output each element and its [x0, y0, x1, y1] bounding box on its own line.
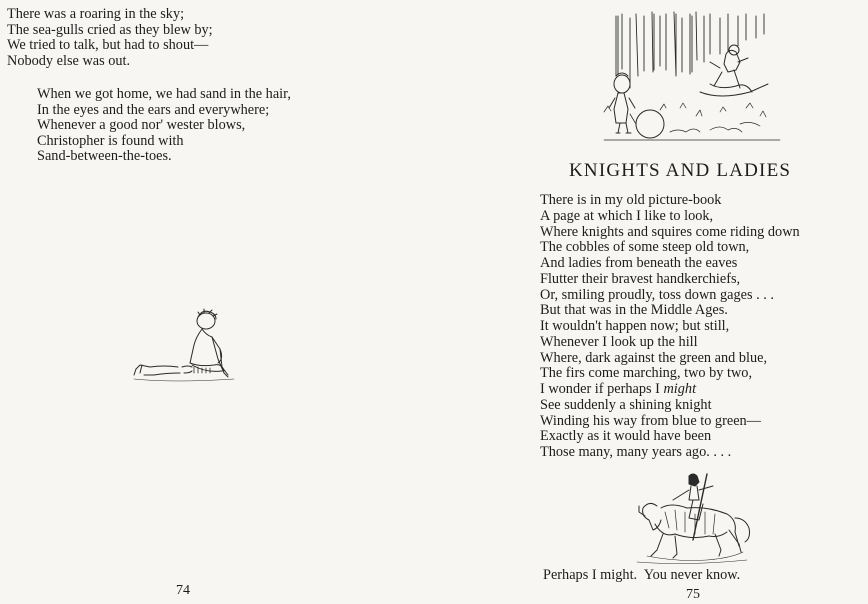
- verse-line-italic: [540, 382, 800, 398]
- verse-line: Exactly as it would have been: [540, 428, 712, 445]
- left-page: [0, 0, 430, 604]
- verse-line: Those many, many years ago. . . .: [540, 444, 732, 460]
- poem-verse: [540, 193, 800, 461]
- verse-line: Sand-between-the-toes.: [37, 148, 172, 165]
- verse-line: Whenever I look up the hill: [540, 333, 698, 350]
- verse-line: Christopher is found with: [37, 132, 184, 149]
- verse-line: The sea-gulls cried as they blew by;: [7, 21, 213, 38]
- page-number: 74: [176, 583, 190, 598]
- verse-line: Flutter their bravest handkerchiefs,: [540, 270, 741, 287]
- verse-line: Where knights and squires come riding down: [540, 223, 800, 240]
- verse-line: The firs come marching, two by two,: [540, 365, 753, 382]
- verse-line: Whenever a good nor' wester blows,: [37, 117, 246, 134]
- verse-line-text: I wonder if perhaps I: [540, 381, 664, 397]
- page-number: 75: [686, 587, 700, 602]
- verse-line: There is in my old picture-book: [540, 192, 722, 208]
- verse-line: When we got home, we had sand in the hair,: [37, 86, 291, 102]
- verse-line: See suddenly a shining knight: [540, 396, 712, 413]
- verse-line: Winding his way from blue to green—: [540, 412, 761, 429]
- verse-line: Where, dark against the green and blue,: [540, 349, 768, 366]
- verse-line: Nobody else was out.: [7, 52, 131, 69]
- verse-line: It wouldn't happen now; but still,: [540, 318, 730, 334]
- right-page: [430, 0, 868, 604]
- stanza-2: [37, 87, 291, 165]
- verse-line: A page at which I like to look,: [540, 207, 714, 224]
- closing-line: Perhaps I might. You never know.: [543, 567, 741, 583]
- verse-line: We tried to talk, but had to shout—: [7, 37, 209, 54]
- boy-with-hoop-in-forest-icon: [600, 12, 780, 142]
- verse-line: In the eyes and the ears and everywhere;: [37, 101, 270, 118]
- boy-sitting-stretching-icon: [132, 305, 240, 385]
- stanza-1: [7, 7, 213, 69]
- verse-line: But that was in the Middle Ages.: [540, 302, 728, 319]
- verse-line: Or, smiling proudly, toss down gages . . .: [540, 286, 774, 303]
- italic-word: might: [663, 381, 697, 397]
- verse-line: There was a roaring in the sky;: [7, 6, 185, 22]
- verse-line: And ladies from beneath the eaves: [540, 255, 738, 271]
- poem-title: KNIGHTS AND LADIES: [569, 160, 792, 181]
- knight-on-horse-icon: [635, 472, 755, 564]
- verse-line: The cobbles of some steep old town,: [540, 239, 750, 256]
